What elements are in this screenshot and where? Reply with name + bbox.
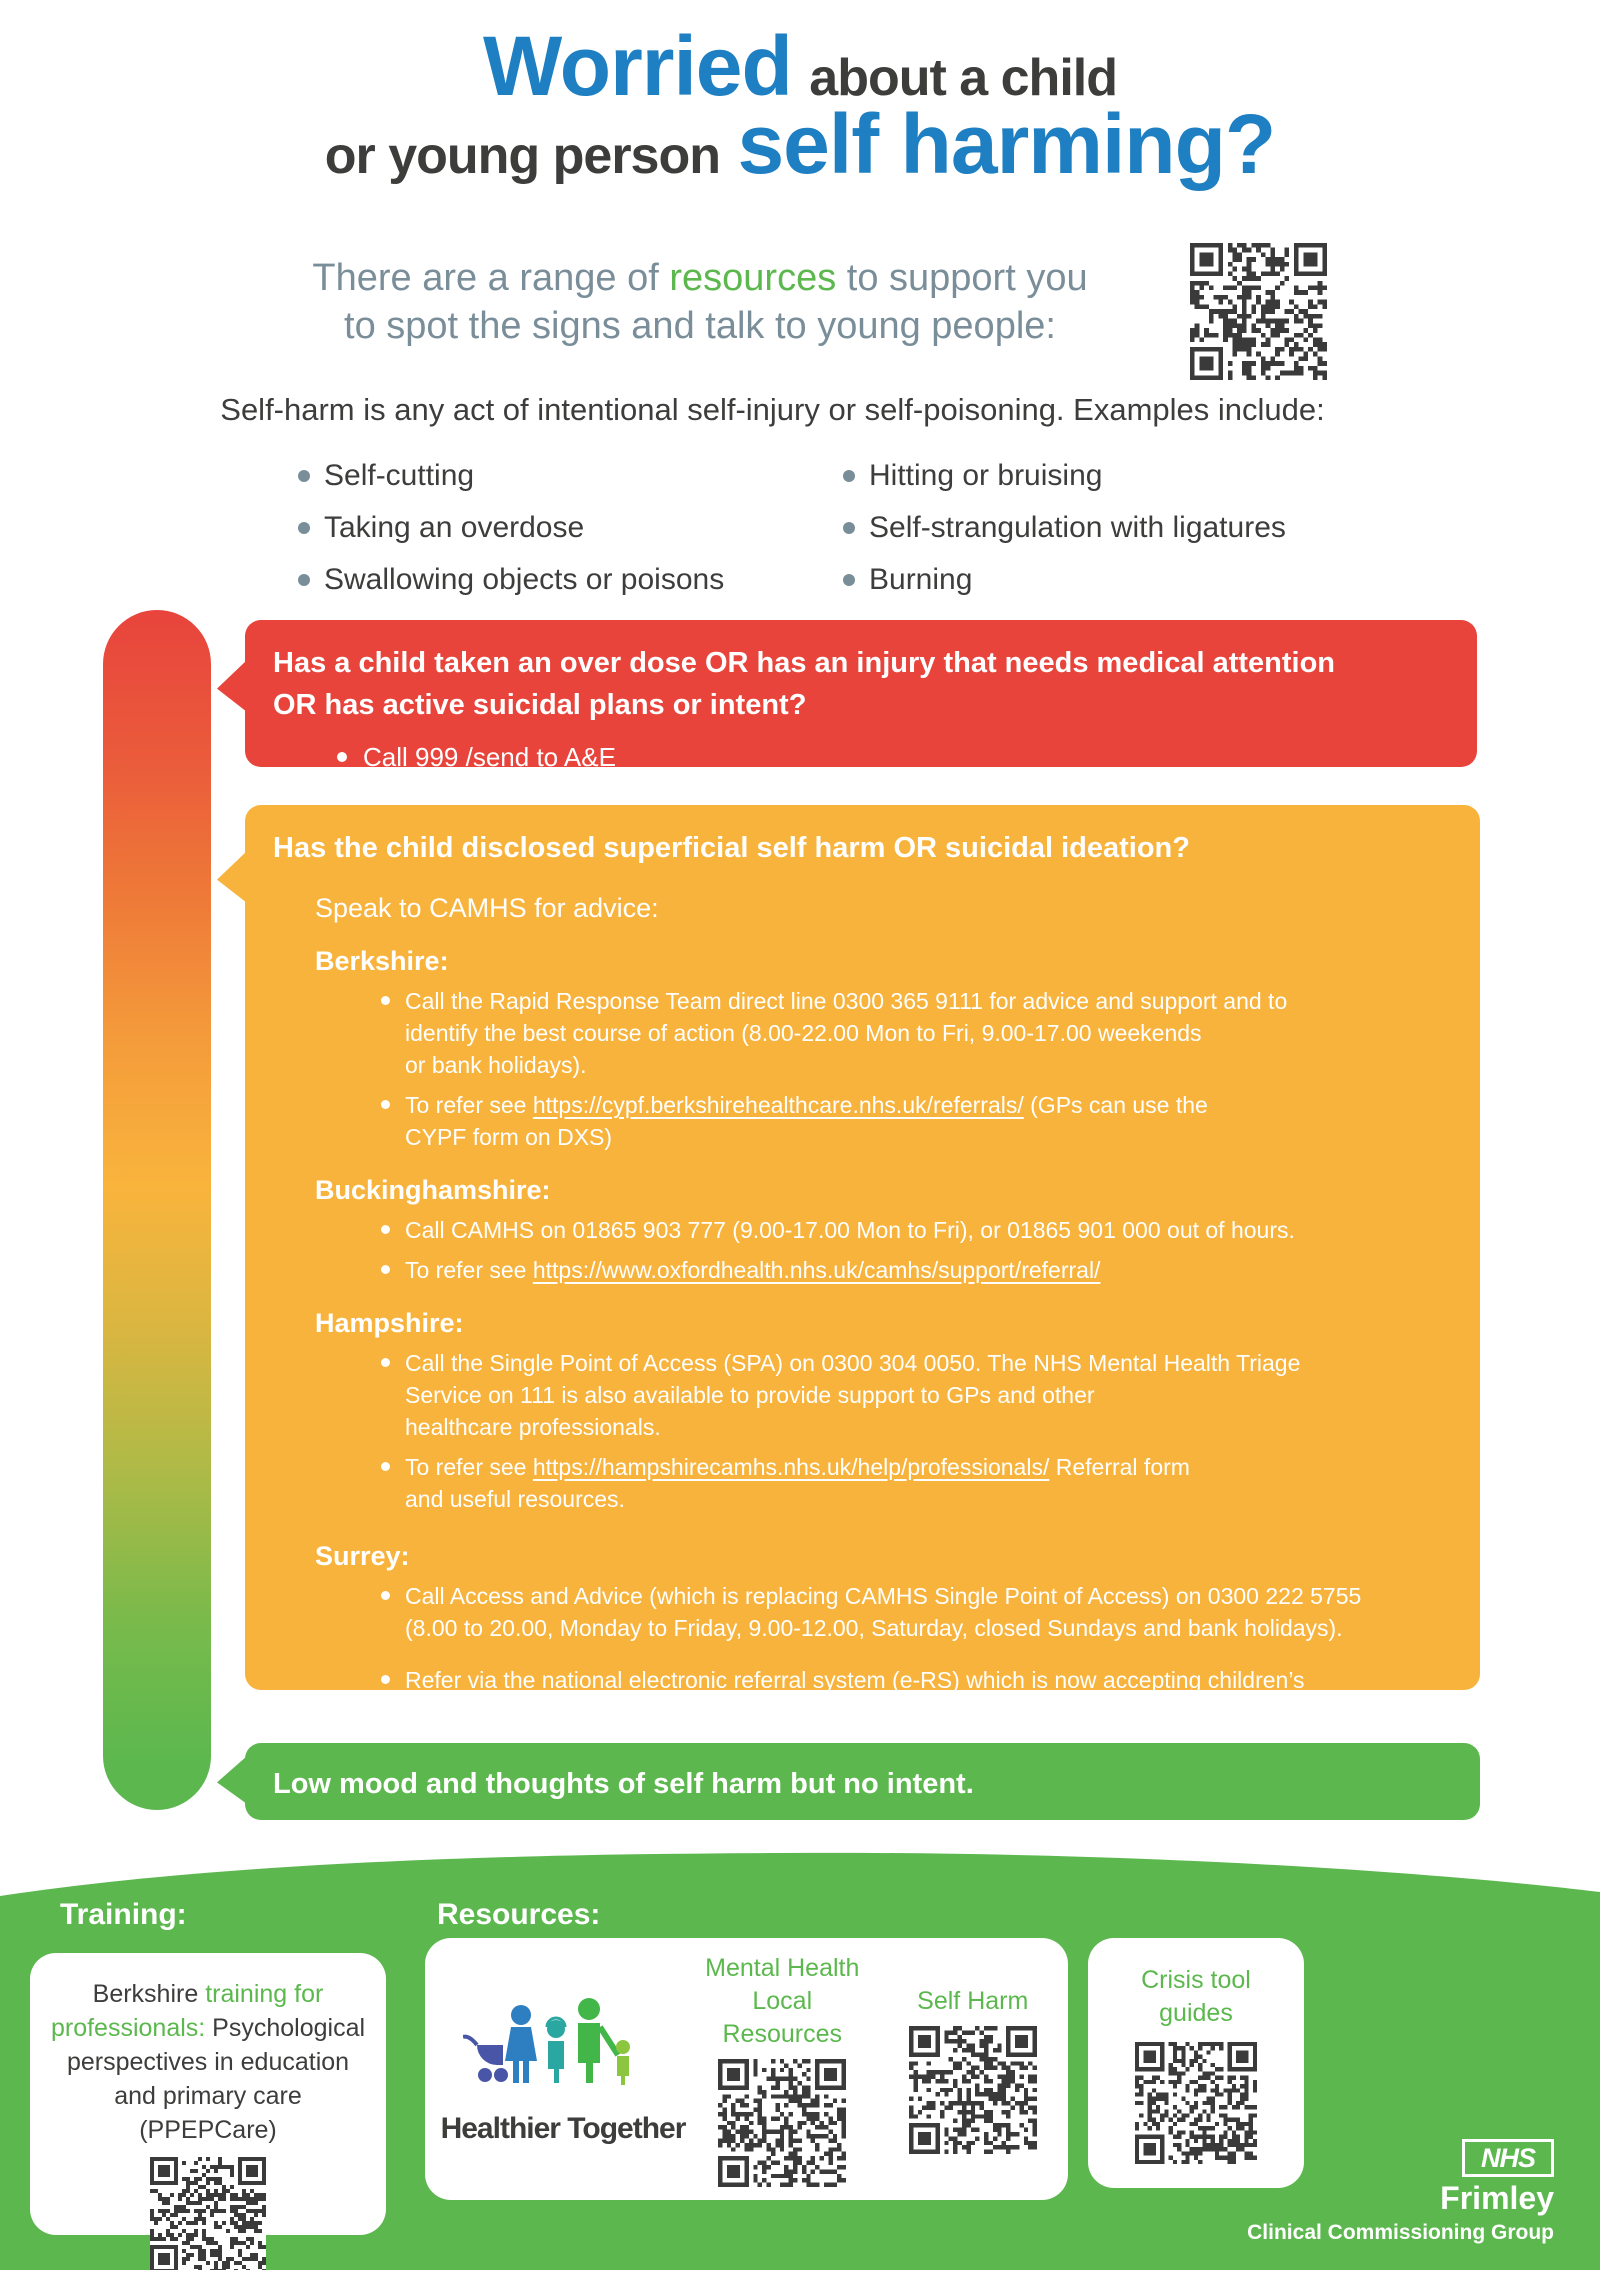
nhs-org-subtitle: Clinical Commissioning Group (1247, 2221, 1554, 2244)
example-item (843, 450, 1286, 502)
region-bullet (381, 1451, 1480, 1515)
region-bullet (381, 1254, 1480, 1286)
regions-container (245, 946, 1480, 1760)
subtitle-post: to support you (836, 257, 1088, 299)
crisis-qr-code (1135, 2042, 1257, 2164)
region-bullets (245, 985, 1480, 1153)
mental-health-qr-code (718, 2059, 846, 2187)
healthier-together-name: Healthier Together (440, 2111, 686, 2145)
region-name: Buckinghamshire: (315, 1175, 551, 1205)
bullet-segment: and useful resources. (405, 1486, 625, 1512)
bullet-segment: To refer see (405, 1257, 533, 1283)
training-card-text (46, 1977, 370, 2147)
red-box-bullet (337, 742, 1477, 773)
bullet-text (405, 1347, 1300, 1443)
bullet-dot (843, 470, 855, 482)
bullet-dot (381, 1358, 390, 1367)
self-harm-qr-column (878, 1985, 1069, 2154)
footer-wave-edge (0, 1850, 1600, 1902)
healthier-together-logo (463, 1993, 663, 2105)
region-bullet (381, 1580, 1480, 1644)
bullet-segment: Call CAMHS on 01865 903 777 (9.00-17.00 Mon to Fri), or 01865 901 000 out of hours. (405, 1217, 1295, 1243)
example-item (298, 450, 724, 502)
example-item (843, 502, 1286, 554)
region-bullets (245, 1214, 1480, 1286)
region-bullets (245, 1580, 1480, 1760)
bullet-dot (381, 1265, 390, 1274)
bullet-segment: healthcare professionals. (405, 1414, 661, 1440)
example-item (843, 554, 1286, 606)
nhs-logo (1462, 2139, 1554, 2177)
bullet-dot (381, 996, 390, 1005)
bullet-dot (843, 522, 855, 534)
example-item (298, 502, 724, 554)
subtitle-line2: to spot the signs and talk to young people: (344, 305, 1056, 347)
title-worried: Worried (483, 19, 792, 113)
bullet-dot (298, 522, 310, 534)
bullet-segment: Referral form (1049, 1454, 1190, 1480)
training-label: Training: (60, 1898, 187, 1931)
bullet-dot (381, 1225, 390, 1234)
subtitle (185, 254, 1215, 350)
examples-list-left (298, 450, 724, 606)
resources-label: Resources: (437, 1898, 601, 1931)
nhs-logo-text: NHS (1480, 2142, 1535, 2173)
example-text: Self-strangulation with ligatures (869, 511, 1286, 544)
region-name: Surrey: (315, 1541, 410, 1571)
mental-health-qr-column (687, 1952, 878, 2187)
example-text: Hitting or bruising (869, 459, 1103, 492)
self-harm-label: Self Harm (917, 1986, 1029, 2015)
healthier-together-block (439, 1993, 687, 2146)
examples-list-right (843, 450, 1286, 606)
bullet-segment: Call the Rapid Response Team direct line 0300 365 9111 for advice and support and to (405, 988, 1288, 1014)
page-title-line2 (0, 96, 1600, 193)
training-card (30, 1953, 386, 2235)
call-999-text: Call 999 /send to A&E (363, 742, 616, 772)
bullet-segment: identify the best course of action (8.00-22.00 Mon to Fri, 9.00-17.00 weekends (405, 1020, 1202, 1046)
referral-link[interactable]: https://hampshirecamhs.nhs.uk/help/professionals/ (532, 1454, 1050, 1480)
resources-card (425, 1938, 1068, 2200)
training-text-green: training for professionals: (50, 1980, 324, 2042)
bullet-segment: referrals. Please note: you will not be able to use the link outside of an NHS service site. Or (405, 1699, 1334, 1725)
severity-gradient-bar (103, 610, 211, 1810)
green-low-risk-box (245, 1743, 1480, 1820)
red-emergency-box (245, 620, 1477, 772)
example-text: Self-cutting (324, 459, 475, 492)
bullet-segment: Call Access and Advice (which is replacing CAMHS Single Point of Access) on 0300 222 5755 (405, 1583, 1362, 1609)
title-or-young-person: or young person (324, 127, 721, 185)
example-text: Burning (869, 563, 973, 596)
training-text-rest: Psychological perspectives in education and primary care (PPEPCare) (66, 2014, 366, 2144)
crisis-label: Crisis tool guides (1141, 1966, 1251, 2027)
orange-box-heading: Has the child disclosed superficial self harm OR suicidal ideation? (273, 832, 1190, 864)
bullet-segment: (GPs can use the (1023, 1092, 1208, 1118)
intro-definition: Self-harm is any act of intentional self-injury or self-poisoning. Examples include: (220, 392, 1325, 427)
bullet-segment: or bank holidays). (405, 1052, 587, 1078)
bullet-dot (298, 470, 310, 482)
training-text-berkshire: Berkshire (92, 1980, 206, 2008)
bullet-text (405, 1451, 1190, 1515)
nhs-org-name: Frimley (1440, 2180, 1554, 2216)
bullet-dot (381, 1675, 390, 1684)
red-heading-line2: OR has active suicidal plans or intent? (273, 689, 807, 721)
region-bullets (245, 1347, 1480, 1515)
bullet-segment: Refer via the national electronic referral system (e-RS) which is now accepting children’s (405, 1667, 1305, 1693)
bullet-dot (381, 1591, 390, 1600)
bullet-segment: Service on 111 is also available to provide support to GPs and other (405, 1382, 1095, 1408)
title-about-a-child: about a child (809, 49, 1117, 107)
red-box-heading (245, 620, 1477, 726)
title-self-harming: self harming? (737, 97, 1276, 191)
red-box-tail (217, 660, 247, 712)
bullet-dot (337, 752, 347, 762)
referral-link[interactable]: https://cypf.berkshirehealthcare.nhs.uk/referrals/ (532, 1092, 1024, 1118)
bullet-text (405, 1254, 1100, 1286)
bullet-segment: To refer see (405, 1092, 533, 1118)
bullet-text (405, 985, 1287, 1081)
bullet-segment: CYPF form on DXS) (405, 1124, 613, 1150)
bullet-dot (381, 1462, 390, 1471)
region-bullet (381, 1089, 1480, 1153)
subtitle-pre: There are a range of (312, 257, 670, 299)
crisis-card (1088, 1938, 1304, 2188)
example-item (298, 554, 724, 606)
region-bullet (381, 985, 1480, 1081)
region-bullet (381, 1214, 1480, 1246)
resources-qr-code (1190, 243, 1327, 380)
bullet-text (405, 1214, 1295, 1246)
referral-link[interactable]: https://www.oxfordhealth.nhs.uk/camhs/support/referral/ (532, 1257, 1101, 1283)
red-heading-line1: Has a child taken an over dose OR has an injury that needs medical attention (273, 647, 1336, 679)
bullet-text (405, 1089, 1208, 1153)
region-name: Berkshire: (315, 946, 449, 976)
camhs-advice-intro: Speak to CAMHS for advice: (315, 893, 659, 923)
training-qr-code (150, 2157, 266, 2270)
bullet-dot (843, 574, 855, 586)
bullet-text (405, 1580, 1361, 1644)
mental-health-label: Mental Health Local Resources (705, 1953, 860, 2048)
bullet-segment: Call the Single Point of Access (SPA) on 0300 304 0050. The NHS Mental Health Triage (405, 1350, 1301, 1376)
bullet-segment: (8.00 to 20.00, Monday to Friday, 9.00-12.00, Saturday, closed Sundays and bank holidays). (405, 1615, 1343, 1641)
orange-camhs-box (245, 805, 1480, 1725)
region-bullet (381, 1347, 1480, 1443)
subtitle-resources-word: resources (669, 257, 837, 299)
region-name: Hampshire: (315, 1308, 464, 1338)
example-text: Swallowing objects or poisons (324, 563, 725, 596)
bullet-dot (298, 574, 310, 586)
bullet-dot (381, 1100, 390, 1109)
self-harm-qr-code (909, 2026, 1037, 2154)
green-box-tail (217, 1756, 247, 1804)
example-text: Taking an overdose (324, 511, 585, 544)
green-box-heading: Low mood and thoughts of self harm but no intent. (273, 1768, 974, 1800)
bullet-segment: To refer see (405, 1454, 533, 1480)
orange-box-tail (217, 851, 247, 903)
